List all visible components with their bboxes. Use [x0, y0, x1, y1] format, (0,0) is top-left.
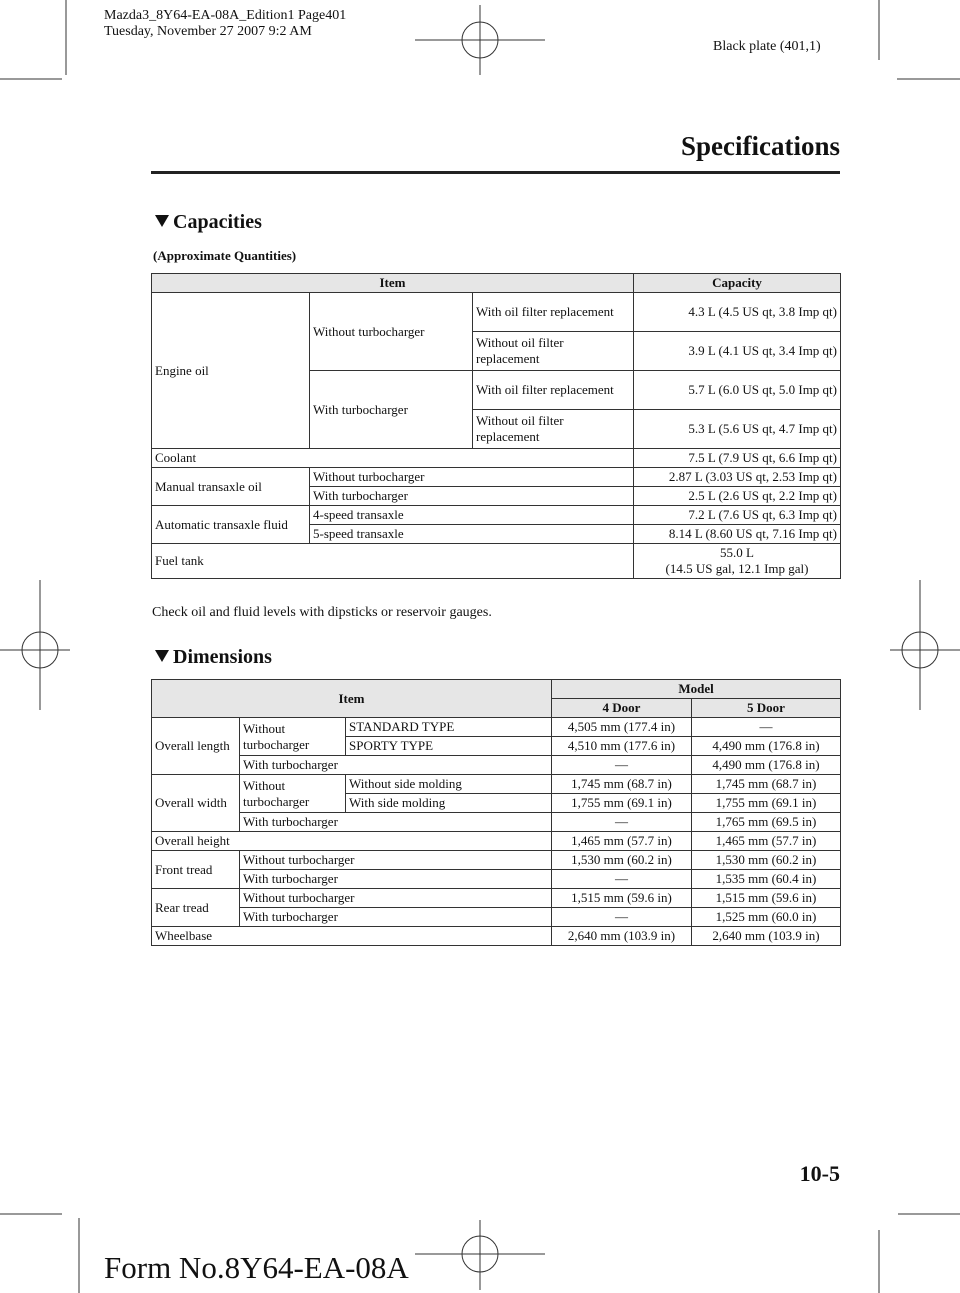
dim-value-5door: 1,755 mm (69.1 in): [692, 794, 841, 813]
fuel-value-gallons: (14.5 US gal, 12.1 Imp gal): [665, 561, 809, 576]
dim-value-5door: 1,765 mm (69.5 in): [692, 813, 841, 832]
dimensions-table: [151, 679, 841, 946]
capacity-value: 2.5 L (2.6 US qt, 2.2 Imp qt): [634, 487, 841, 506]
dim-value-4door: 4,510 mm (177.6 in): [552, 737, 692, 756]
capacity-value: [634, 544, 841, 579]
row-label-fuel-tank: Fuel tank: [152, 544, 634, 579]
row-label-without-turbo: Without turbocharger: [240, 851, 552, 870]
dim-value-5door: 1,525 mm (60.0 in): [692, 908, 841, 927]
triangle-bullet-icon: [155, 215, 169, 227]
section-rule: [151, 171, 840, 174]
col-header-capacity: Capacity: [634, 274, 841, 293]
dim-value-4door: 4,505 mm (177.4 in): [552, 718, 692, 737]
table-header-row: [152, 680, 841, 699]
dim-value-5door: 1,535 mm (60.4 in): [692, 870, 841, 889]
row-label-manual-transaxle: Manual transaxle oil: [152, 468, 310, 506]
row-label-without-filter: Without oil filter replacement: [473, 332, 634, 371]
dimensions-heading: Dimensions: [155, 646, 272, 669]
row-label-automatic-transaxle: Automatic transaxle fluid: [152, 506, 310, 544]
form-number: Form No.8Y64-EA-08A: [104, 1250, 409, 1285]
dim-value-5door: 1,465 mm (57.7 in): [692, 832, 841, 851]
dim-value-5door: 1,745 mm (68.7 in): [692, 775, 841, 794]
row-label-engine-oil: Engine oil: [152, 293, 310, 449]
col-header-item: Item: [152, 274, 634, 293]
dim-value-5door: 2,640 mm (103.9 in): [692, 927, 841, 946]
dim-value-5door: 4,490 mm (176.8 in): [692, 756, 841, 775]
capacity-value: 3.9 L (4.1 US qt, 3.4 Imp qt): [634, 332, 841, 371]
capacities-heading: Capacities: [155, 211, 262, 234]
section-title: Specifications: [681, 131, 840, 161]
black-plate-label: Black plate (401,1): [713, 39, 821, 54]
row-label-without-turbo: Without turbocharger: [240, 775, 346, 813]
print-date-info: Tuesday, November 27 2007 9:2 AM: [104, 24, 312, 39]
row-label-coolant: Coolant: [152, 449, 634, 468]
row-label-without-turbo: Without turbocharger: [310, 468, 634, 487]
dim-value-4door: 1,745 mm (68.7 in): [552, 775, 692, 794]
col-header-model: Model: [552, 680, 841, 699]
row-label-with-turbo: With turbocharger: [310, 371, 473, 449]
capacity-value: 5.7 L (6.0 US qt, 5.0 Imp qt): [634, 371, 841, 410]
row-label-front-tread: Front tread: [152, 851, 240, 889]
table-row: [152, 449, 841, 468]
row-label-overall-width: Overall width: [152, 775, 240, 832]
dim-value-4door: 1,755 mm (69.1 in): [552, 794, 692, 813]
dim-value-5door: ―: [692, 718, 841, 737]
table-row: [152, 506, 841, 525]
table-row: [152, 468, 841, 487]
dim-value-4door: 1,515 mm (59.6 in): [552, 889, 692, 908]
table-row: [152, 718, 841, 737]
row-label-without-turbo: Without turbocharger: [310, 293, 473, 371]
table-row: [152, 851, 841, 870]
fuel-value-liters: 55.0 L: [720, 545, 754, 560]
table-row: [152, 293, 841, 332]
table-row: [152, 889, 841, 908]
row-label-4-speed: 4-speed transaxle: [310, 506, 634, 525]
dim-value-4door: ―: [552, 870, 692, 889]
table-row: [152, 927, 841, 946]
table-row: [152, 775, 841, 794]
triangle-bullet-icon: [155, 650, 169, 662]
table-row: [152, 813, 841, 832]
col-header-4-door: 4 Door: [552, 699, 692, 718]
table-row: [152, 832, 841, 851]
row-label-with-turbo: With turbocharger: [240, 908, 552, 927]
capacity-value: 7.2 L (7.6 US qt, 6.3 Imp qt): [634, 506, 841, 525]
col-header-item: Item: [152, 680, 552, 718]
capacity-value: 2.87 L (3.03 US qt, 2.53 Imp qt): [634, 468, 841, 487]
row-label-with-turbo: With turbocharger: [240, 813, 552, 832]
dim-value-5door: 1,530 mm (60.2 in): [692, 851, 841, 870]
row-label-without-turbo: Without turbocharger: [240, 718, 346, 756]
row-label-with-side-molding: With side molding: [346, 794, 552, 813]
row-label-without-filter: Without oil filter replacement: [473, 410, 634, 449]
capacities-footnote: Check oil and fluid levels with dipsticks or reservoir gauges.: [152, 605, 492, 620]
row-label-standard-type: STANDARD TYPE: [346, 718, 552, 737]
row-label-wheelbase: Wheelbase: [152, 927, 552, 946]
dim-value-4door: 2,640 mm (103.9 in): [552, 927, 692, 946]
dim-value-4door: 1,465 mm (57.7 in): [552, 832, 692, 851]
print-file-info: Mazda3_8Y64-EA-08A_Edition1 Page401: [104, 8, 347, 23]
table-header-row: [152, 274, 841, 293]
row-label-overall-length: Overall length: [152, 718, 240, 775]
table-row: [152, 908, 841, 927]
dim-value-4door: ―: [552, 908, 692, 927]
dim-value-5door: 4,490 mm (176.8 in): [692, 737, 841, 756]
capacities-table: [151, 273, 841, 579]
row-label-overall-height: Overall height: [152, 832, 552, 851]
row-label-without-side-molding: Without side molding: [346, 775, 552, 794]
row-label-with-turbo: With turbocharger: [240, 756, 552, 775]
dim-value-4door: ―: [552, 756, 692, 775]
capacity-value: 8.14 L (8.60 US qt, 7.16 Imp qt): [634, 525, 841, 544]
capacity-value: 5.3 L (5.6 US qt, 4.7 Imp qt): [634, 410, 841, 449]
row-label-without-turbo: Without turbocharger: [240, 889, 552, 908]
row-label-with-filter: With oil filter replacement: [473, 371, 634, 410]
dim-value-4door: ―: [552, 813, 692, 832]
table-row: [152, 756, 841, 775]
row-label-with-turbo: With turbocharger: [310, 487, 634, 506]
page-number: 10-5: [799, 1161, 840, 1186]
row-label-with-turbo: With turbocharger: [240, 870, 552, 889]
approx-quantities-note: (Approximate Quantities): [153, 248, 297, 263]
row-label-5-speed: 5-speed transaxle: [310, 525, 634, 544]
capacity-value: 7.5 L (7.9 US qt, 6.6 Imp qt): [634, 449, 841, 468]
row-label-sporty-type: SPORTY TYPE: [346, 737, 552, 756]
table-row: [152, 870, 841, 889]
dim-value-5door: 1,515 mm (59.6 in): [692, 889, 841, 908]
dim-value-4door: 1,530 mm (60.2 in): [552, 851, 692, 870]
row-label-rear-tread: Rear tread: [152, 889, 240, 927]
col-header-5-door: 5 Door: [692, 699, 841, 718]
capacity-value: 4.3 L (4.5 US qt, 3.8 Imp qt): [634, 293, 841, 332]
row-label-with-filter: With oil filter replacement: [473, 293, 634, 332]
table-row: [152, 544, 841, 579]
